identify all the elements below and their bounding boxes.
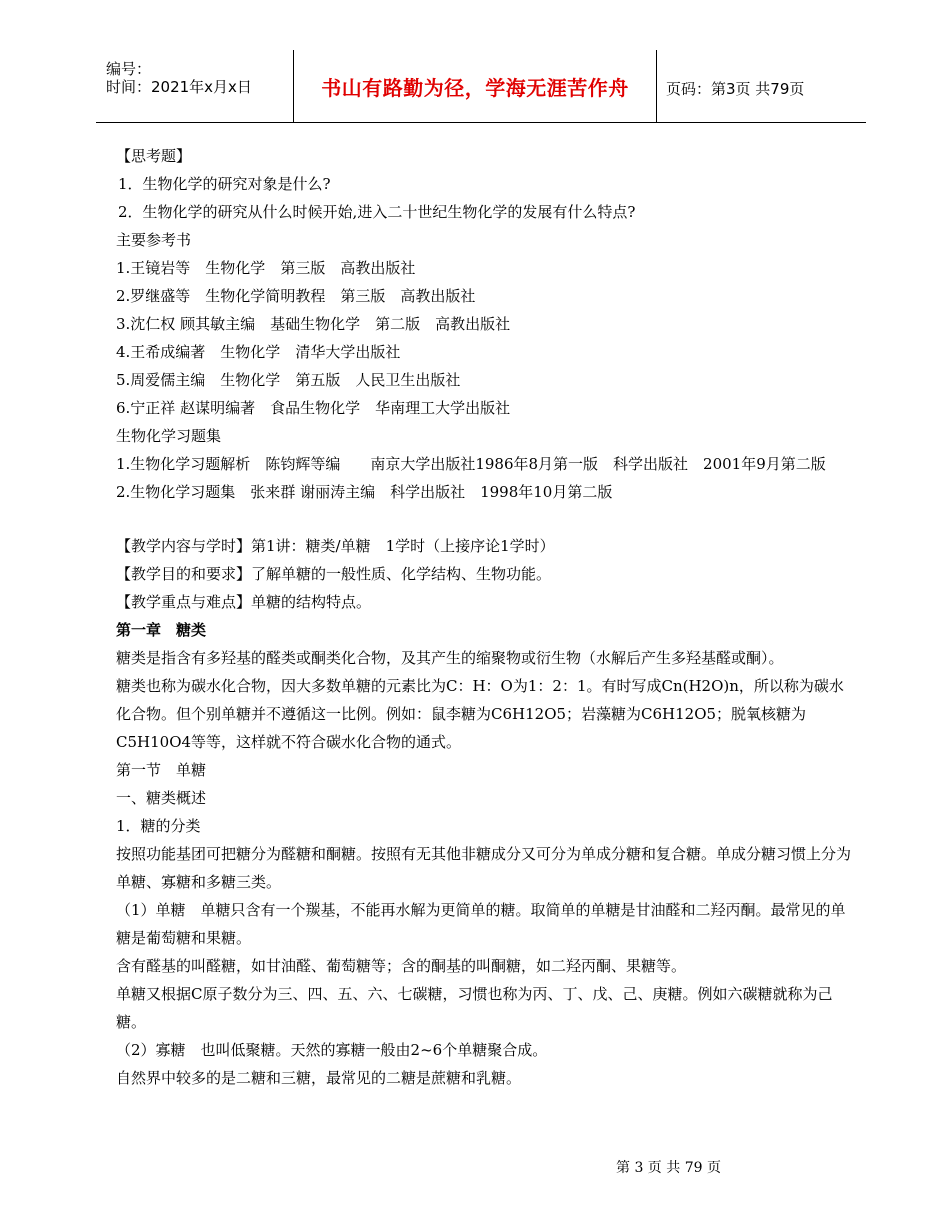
question-item: 2．生物化学的研究从什么时候开始,进入二十世纪生物化学的发展有什么特点? xyxy=(118,203,636,221)
page-header xyxy=(96,50,866,123)
paragraph: 含有醛基的叫醛糖，如甘油醛、葡萄糖等；含的酮基的叫酮糖，如二羟丙酮、果糖等。 xyxy=(116,957,687,975)
reference-item: 3.沈仁权 顾其敏主编 基础生物化学 第二版 高教出版社 xyxy=(116,315,511,333)
document-number-label: 编号： xyxy=(106,60,152,78)
header-left-info xyxy=(106,60,252,96)
section-heading-exercises: 生物化学习题集 xyxy=(116,427,222,445)
teaching-goals: 【教学目的和要求】了解单糖的一般性质、化学结构、生物功能。 xyxy=(116,565,552,583)
teaching-content: 【教学内容与学时】第1讲：糖类/单糖 1学时（上接序论1学时） xyxy=(116,537,555,555)
reference-item: 2.罗继盛等 生物化学简明教程 第三版 高教出版社 xyxy=(116,287,476,305)
subsection-title: 一、糖类概述 xyxy=(116,789,207,807)
page-footer: 第 3 页 共 79 页 xyxy=(616,1160,721,1176)
document-body xyxy=(116,142,858,1092)
question-item: 1．生物化学的研究对象是什么? xyxy=(118,175,331,193)
teaching-focus: 【教学重点与难点】单糖的结构特点。 xyxy=(116,593,372,611)
header-page-info: 页码：第3页 共79页 xyxy=(666,80,805,98)
spacer xyxy=(116,506,858,532)
paragraph: 糖类是指含有多羟基的醛类或酮类化合物，及其产生的缩聚物或衍生物（水解后产生多羟基醛或酮）。 xyxy=(116,649,784,667)
paragraph: （1）单糖 单糖只含有一个羰基，不能再水解为更简单的糖。取简单的单糖是甘油醛和二羟丙酮。最常见的单糖是葡萄糖和果糖。 xyxy=(116,901,846,947)
paragraph: 自然界中较多的是二糖和三糖，最常见的二糖是蔗糖和乳糖。 xyxy=(116,1069,522,1087)
paragraph: 单糖又根据C原子数分为三、四、五、六、七碳糖，习惯也称为丙、丁、戊、己、庚糖。例如六碳糖就称为己糖。 xyxy=(116,985,833,1031)
subsection-title: 1．糖的分类 xyxy=(116,817,201,835)
section-heading-references: 主要参考书 xyxy=(116,231,192,249)
paragraph: （2）寡糖 也叫低聚糖。天然的寡糖一般由2~6个单糖聚合成。 xyxy=(116,1041,548,1059)
paragraph: 糖类也称为碳水化合物，因大多数单糖的元素比为C：H：O为1：2：1。有时写成Cn(H2O)n，所以称为碳水化合物。但个别单糖并不遵循这一比例。例如：鼠李糖为C6H12O5；岩藻糖为C6H12O5；脱氧核糖为C5H10O4等等，这样就不符合碳水化合物的通式。 xyxy=(116,677,844,751)
header-motto: 书山有路勤为径，学海无涯苦作舟 xyxy=(293,50,657,122)
chapter-title: 第一章 糖类 xyxy=(116,621,207,639)
reference-item: 6.宁正祥 赵谋明编著 食品生物化学 华南理工大学出版社 xyxy=(116,399,511,417)
section-heading-questions: 【思考题】 xyxy=(116,147,192,165)
paragraph: 按照功能基团可把糖分为醛糖和酮糖。按照有无其他非糖成分又可分为单成分糖和复合糖。单成分糖习惯上分为单糖、寡糖和多糖三类。 xyxy=(116,845,852,891)
exercise-book-item: 1.生物化学习题解析 陈钧辉等编 南京大学出版社1986年8月第一版 科学出版社 2001年9月第二版 xyxy=(116,455,826,473)
section-title: 第一节 单糖 xyxy=(116,761,207,779)
document-time: 时间：2021年x月x日 xyxy=(106,78,252,96)
reference-item: 5.周爱儒主编 生物化学 第五版 人民卫生出版社 xyxy=(116,371,461,389)
reference-item: 1.王镜岩等 生物化学 第三版 高教出版社 xyxy=(116,259,416,277)
exercise-book-item: 2.生物化学习题集 张来群 谢丽涛主编 科学出版社 1998年10月第二版 xyxy=(116,483,613,501)
reference-item: 4.王希成编著 生物化学 清华大学出版社 xyxy=(116,343,401,361)
